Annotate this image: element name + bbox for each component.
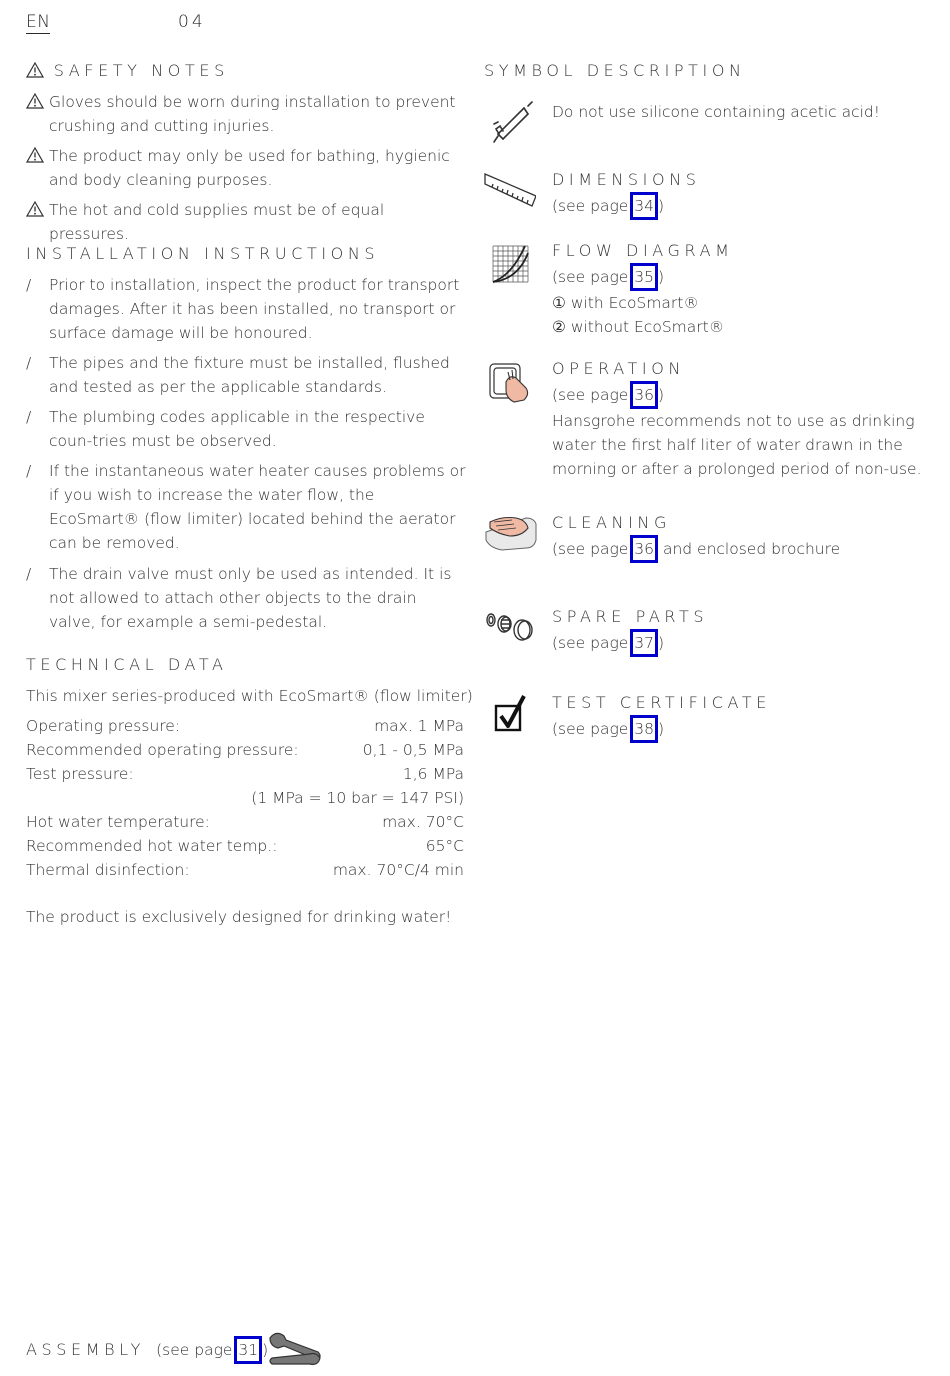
tech-value: max. 1 MPa bbox=[374, 717, 464, 735]
tech-label: Hot water temperature: bbox=[26, 813, 210, 831]
safety-note-text: Gloves should be worn during installation to prevent crushing and cutting injuries. bbox=[49, 93, 456, 135]
page-link-34[interactable]: 34 bbox=[630, 192, 658, 220]
language-code: EN bbox=[26, 12, 51, 32]
page-link-37[interactable]: 37 bbox=[630, 629, 658, 657]
tech-value: (1 MPa = 10 bar = 147 PSI) bbox=[251, 789, 464, 807]
tech-value: 65°C bbox=[425, 837, 464, 855]
page-link-35[interactable]: 35 bbox=[630, 263, 658, 291]
instruction-item bbox=[26, 351, 466, 399]
page-link-36[interactable]: 36 bbox=[630, 381, 658, 409]
tech-value: max. 70°C bbox=[382, 813, 464, 831]
spare-parts-icon bbox=[484, 606, 536, 650]
flow-diagram-block bbox=[552, 241, 922, 339]
tech-label: Recommended operating pressure: bbox=[26, 741, 299, 759]
flow-without-ecosmart: ② without EcoSmart® bbox=[552, 318, 725, 336]
see-page-text: (see page bbox=[156, 1341, 233, 1359]
instruction-text: The plumbing codes applicable in the respective coun-tries must be observed. bbox=[49, 408, 425, 450]
bullet-slash: / bbox=[26, 354, 32, 372]
bullet-slash: / bbox=[26, 462, 32, 480]
see-page-suffix: ) bbox=[658, 634, 665, 652]
see-page-suffix: ) bbox=[262, 1341, 269, 1359]
tech-row bbox=[26, 738, 464, 762]
installation-heading: INSTALLATION INSTRUCTIONS bbox=[26, 244, 380, 263]
tech-value: max. 70°C/4 min bbox=[332, 861, 464, 879]
technical-data-heading: TECHNICAL DATA bbox=[26, 655, 228, 674]
safety-notes-title: SAFETY NOTES bbox=[53, 61, 229, 80]
tech-row bbox=[26, 786, 464, 810]
ruler-icon bbox=[484, 168, 536, 214]
flow-diagram-icon bbox=[490, 243, 532, 285]
safety-notes-heading bbox=[26, 61, 229, 80]
safety-note bbox=[26, 144, 466, 192]
operation-text: Hansgrohe recommends not to use as drinking water the first half liter of water drawn in the morning or after a prolonged period of non-use. bbox=[552, 412, 922, 478]
instruction-item bbox=[26, 405, 466, 453]
operation-title: OPERATION bbox=[552, 359, 685, 378]
instruction-item bbox=[26, 273, 466, 345]
tools-icon bbox=[266, 1328, 324, 1372]
bullet-slash: / bbox=[26, 565, 32, 583]
safety-note-text: The hot and cold supplies must be of equal pressures. bbox=[49, 201, 385, 243]
dimensions-title: DIMENSIONS bbox=[552, 170, 701, 189]
page-link-31[interactable]: 31 bbox=[234, 1336, 262, 1364]
see-page-text: (see page bbox=[552, 268, 629, 286]
see-page-text: (see page bbox=[552, 386, 629, 404]
tech-row bbox=[26, 834, 464, 858]
technical-intro: This mixer series-produced with EcoSmart® (flow limiter) bbox=[26, 687, 473, 705]
see-page-text: (see page bbox=[552, 197, 629, 215]
cleaning-block bbox=[552, 513, 922, 563]
drinking-water-note: The product is exclusively designed for drinking water! bbox=[26, 908, 452, 926]
operation-block bbox=[552, 359, 922, 481]
spare-parts-block bbox=[552, 607, 922, 657]
tech-label: Thermal disinfection: bbox=[26, 861, 190, 879]
instruction-text: The drain valve must only be used as intended. It is not allowed to attach other objects to the drain valve, for example a semi-pedestal. bbox=[49, 565, 452, 631]
see-page-suffix: ) bbox=[658, 720, 665, 738]
bullet-slash: / bbox=[26, 276, 32, 294]
silicone-gun-icon bbox=[484, 96, 536, 148]
see-page-text: (see page bbox=[552, 634, 629, 652]
cleaning-hand-icon bbox=[482, 512, 540, 554]
flow-diagram-title: FLOW DIAGRAM bbox=[552, 241, 734, 260]
assembly-title: ASSEMBLY bbox=[26, 1340, 146, 1359]
safety-note bbox=[26, 90, 466, 138]
bullet-slash: / bbox=[26, 408, 32, 426]
test-certificate-title: TEST CERTIFICATE bbox=[552, 693, 771, 712]
tech-value: 1,6 MPa bbox=[402, 765, 464, 783]
see-page-suffix: ) bbox=[658, 197, 665, 215]
tech-row bbox=[26, 810, 464, 834]
instruction-text: If the instantaneous water heater causes problems or if you wish to increase the water flow, the EcoSmart® (flow limiter) located behind the aerator can be removed. bbox=[49, 462, 466, 552]
instruction-item bbox=[26, 562, 466, 634]
tech-label: Operating pressure: bbox=[26, 717, 181, 735]
see-page-suffix: and enclosed brochure bbox=[658, 540, 841, 558]
instruction-text: Prior to installation, inspect the product for transport damages. After it has been installed, no transport or surface damage will be honoured. bbox=[49, 276, 460, 342]
warning-icon bbox=[26, 147, 44, 163]
operation-hand-icon bbox=[484, 358, 536, 404]
page-number: 04 bbox=[178, 12, 206, 32]
symbol-description-heading: SYMBOL DESCRIPTION bbox=[484, 61, 746, 80]
tech-value: 0,1 - 0,5 MPa bbox=[362, 741, 464, 759]
flow-with-ecosmart: ① with EcoSmart® bbox=[552, 294, 699, 312]
instruction-item bbox=[26, 459, 466, 555]
see-page-suffix: ) bbox=[658, 268, 665, 286]
tech-row bbox=[26, 762, 464, 786]
assembly-footer bbox=[26, 1336, 268, 1364]
safety-note bbox=[26, 198, 466, 246]
test-certificate-block bbox=[552, 693, 922, 743]
tech-label: Test pressure: bbox=[26, 765, 134, 783]
silicone-note: Do not use silicone containing acetic acid! bbox=[552, 103, 880, 121]
page-link-38[interactable]: 38 bbox=[630, 715, 658, 743]
warning-icon bbox=[26, 93, 44, 109]
see-page-text: (see page bbox=[552, 540, 629, 558]
see-page-text: (see page bbox=[552, 720, 629, 738]
warning-icon bbox=[26, 201, 44, 217]
tech-label: Recommended hot water temp.: bbox=[26, 837, 278, 855]
spare-parts-title: SPARE PARTS bbox=[552, 607, 709, 626]
tech-row bbox=[26, 858, 464, 882]
safety-note-text: The product may only be used for bathing, hygienic and body cleaning purposes. bbox=[49, 147, 450, 189]
checkbox-icon bbox=[492, 694, 528, 734]
dimensions-block bbox=[552, 170, 922, 220]
warning-icon bbox=[26, 62, 44, 78]
cleaning-title: CLEANING bbox=[552, 513, 671, 532]
see-page-suffix: ) bbox=[658, 386, 665, 404]
page-link-36[interactable]: 36 bbox=[630, 535, 658, 563]
instruction-text: The pipes and the fixture must be installed, flushed and tested as per the applicable standards. bbox=[49, 354, 450, 396]
tech-row bbox=[26, 714, 464, 738]
